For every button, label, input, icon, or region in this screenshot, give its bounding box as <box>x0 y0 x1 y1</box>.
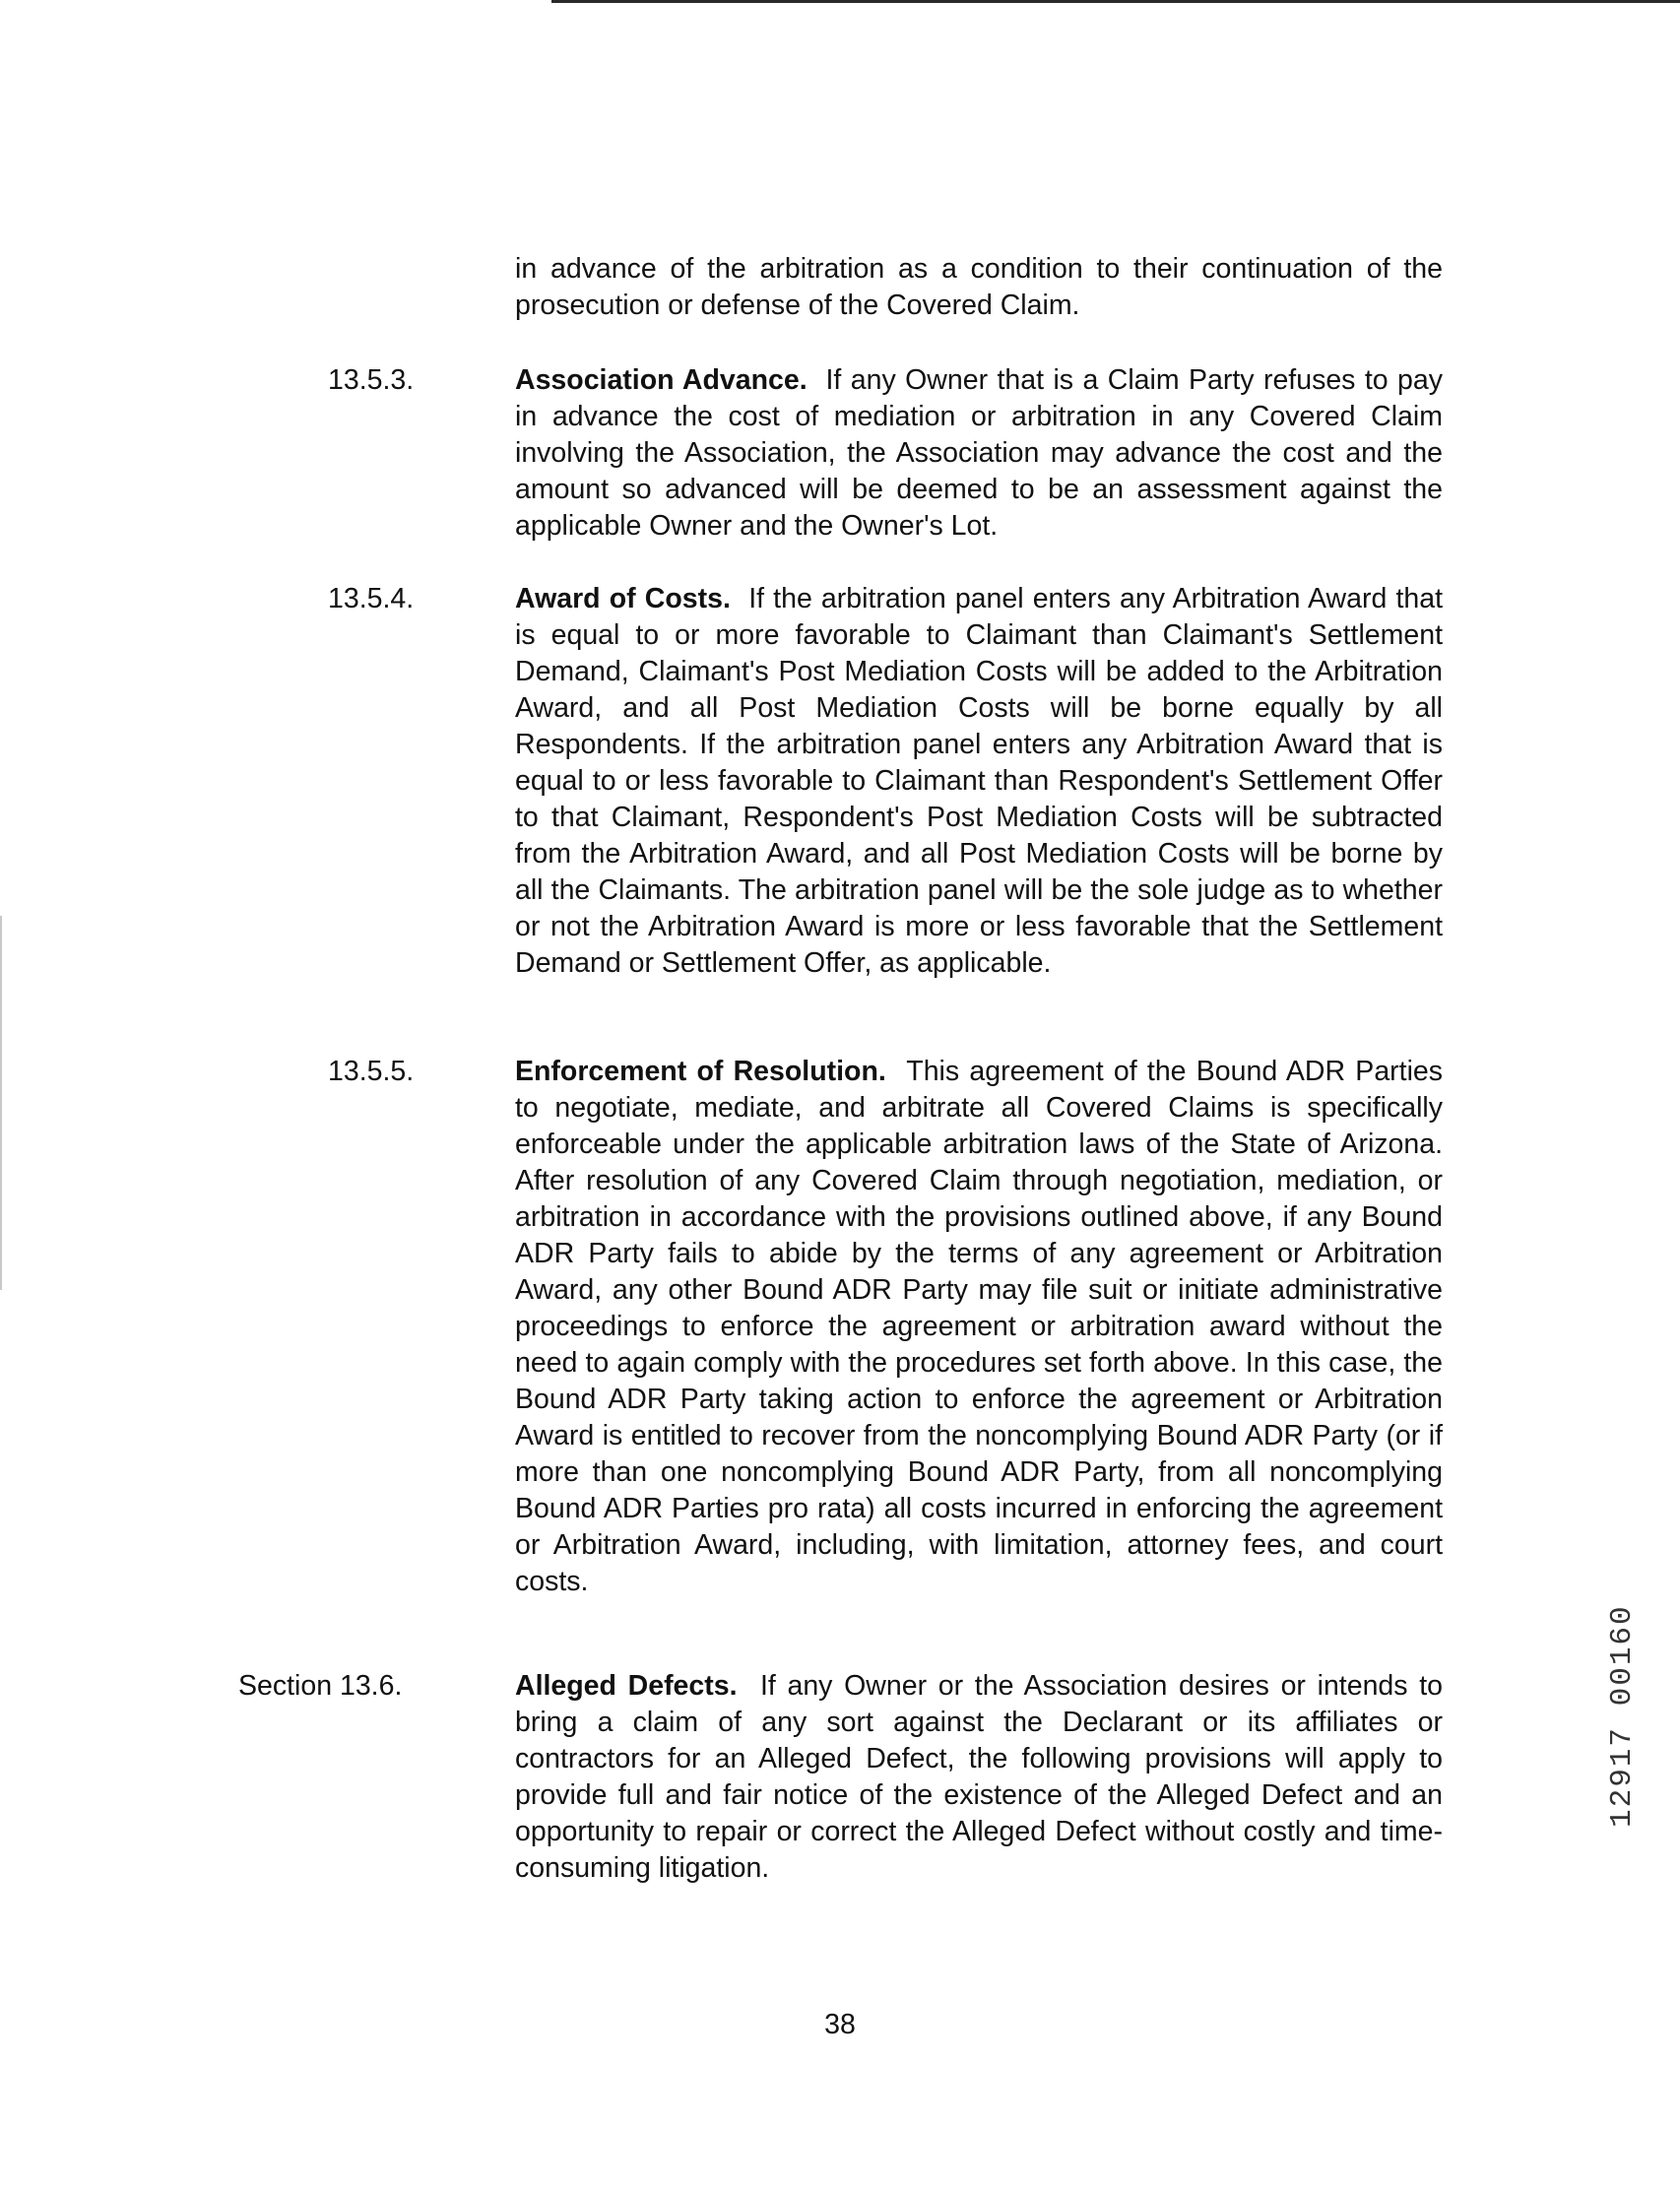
heading-period: . <box>877 1056 907 1087</box>
top-scan-rule <box>551 0 1680 3</box>
section-heading: Award of Costs <box>515 583 723 614</box>
heading-period: . <box>799 364 826 396</box>
section-body: If any Owner that is a Claim Party refuses to pay in advance the cost of mediation or arbitration in any Covered Claim involving the Association, the Association may advance the cost and the amount so advanced will be deemed to be an assessment against the applicable Owner and the Owner's Lot. <box>515 364 1443 542</box>
intro-text: in advance of the arbitration as a condition to their continuation of the prosecution or defense of the Covered Claim. <box>515 253 1443 321</box>
section-body: This agreement of the Bound ADR Parties to negotiate, mediate, and arbitrate all Covered Claims is specifically enforceable under the applicable arbitration laws of the State of Arizona. After resolution of any Covered Claim through negotiation, mediation, or arbitration in accordance with the provisions outlined above, if any Bound ADR Party fails to abide by the terms of any agreement or Arbitration Award, any other Bound ADR Party may file suit or initiate administrative proceedings to enforce the agreement or arbitration award without the need to again comply with the procedures set forth above. In this case, the Bound ADR Party taking action to enforce the agreement or Arbitration Award is entitled to recover from the noncomplying Bound ADR Party (or if more than one noncomplying Bound ADR Party, from all noncomplying Bound ADR Parties pro rata) all costs incurred in enforcing the agreement or Arbitration Award, including, with limitation, attorney fees, and court costs. <box>515 1056 1444 1597</box>
section-number-13-6: Section 13.6. <box>238 1670 403 1702</box>
left-scan-mark <box>0 916 2 1290</box>
section-number-13-5-4: 13.5.4. <box>328 583 415 614</box>
page-number: 38 <box>824 2009 856 2040</box>
section-13-5-5 <box>515 1054 1443 1600</box>
heading-period: . <box>722 583 749 614</box>
section-number-13-5-5: 13.5.5. <box>328 1056 415 1087</box>
intro-paragraph <box>515 251 1443 324</box>
recording-stamp: 12917 00160 <box>1605 1604 1640 1829</box>
section-heading: Association Advance <box>515 364 800 396</box>
section-13-6 <box>515 1668 1443 1887</box>
section-heading: Alleged Defects <box>515 1670 730 1702</box>
section-body: If the arbitration panel enters any Arbitration Award that is equal to or more favorable to Claimant than Claimant's Settlement Demand, Claimant's Post Mediation Costs will be added to the Arbitration Award, and all Post Mediation Costs will be borne equally by all Respondents. If the arbitration panel enters any Arbitration Award that is equal to or less favorable to Claimant than Respondent's Settlement Offer to that Claimant, Respondent's Post Mediation Costs will be subtracted from the Arbitration Award, and all Post Mediation Costs will be borne by all the Claimants. The arbitration panel will be the sole judge as to whether or not the Arbitration Award is more or less favorable that the Settlement Demand or Settlement Offer, as applicable. <box>515 583 1443 979</box>
section-heading: Enforcement of Resolution <box>515 1056 878 1087</box>
heading-period: . <box>729 1670 760 1702</box>
section-body: If any Owner or the Association desires or intends to bring a claim of any sort against the Declarant or its affiliates or contractors for an Alleged Defect, the following provisions will apply to provide full and fair notice of the existence of the Alleged Defect and an opportunity to repair or correct the Alleged Defect without costly and time-consuming litigation. <box>515 1670 1443 1884</box>
section-13-5-3 <box>515 362 1443 545</box>
section-number-13-5-3: 13.5.3. <box>328 364 415 396</box>
section-13-5-4 <box>515 581 1443 982</box>
